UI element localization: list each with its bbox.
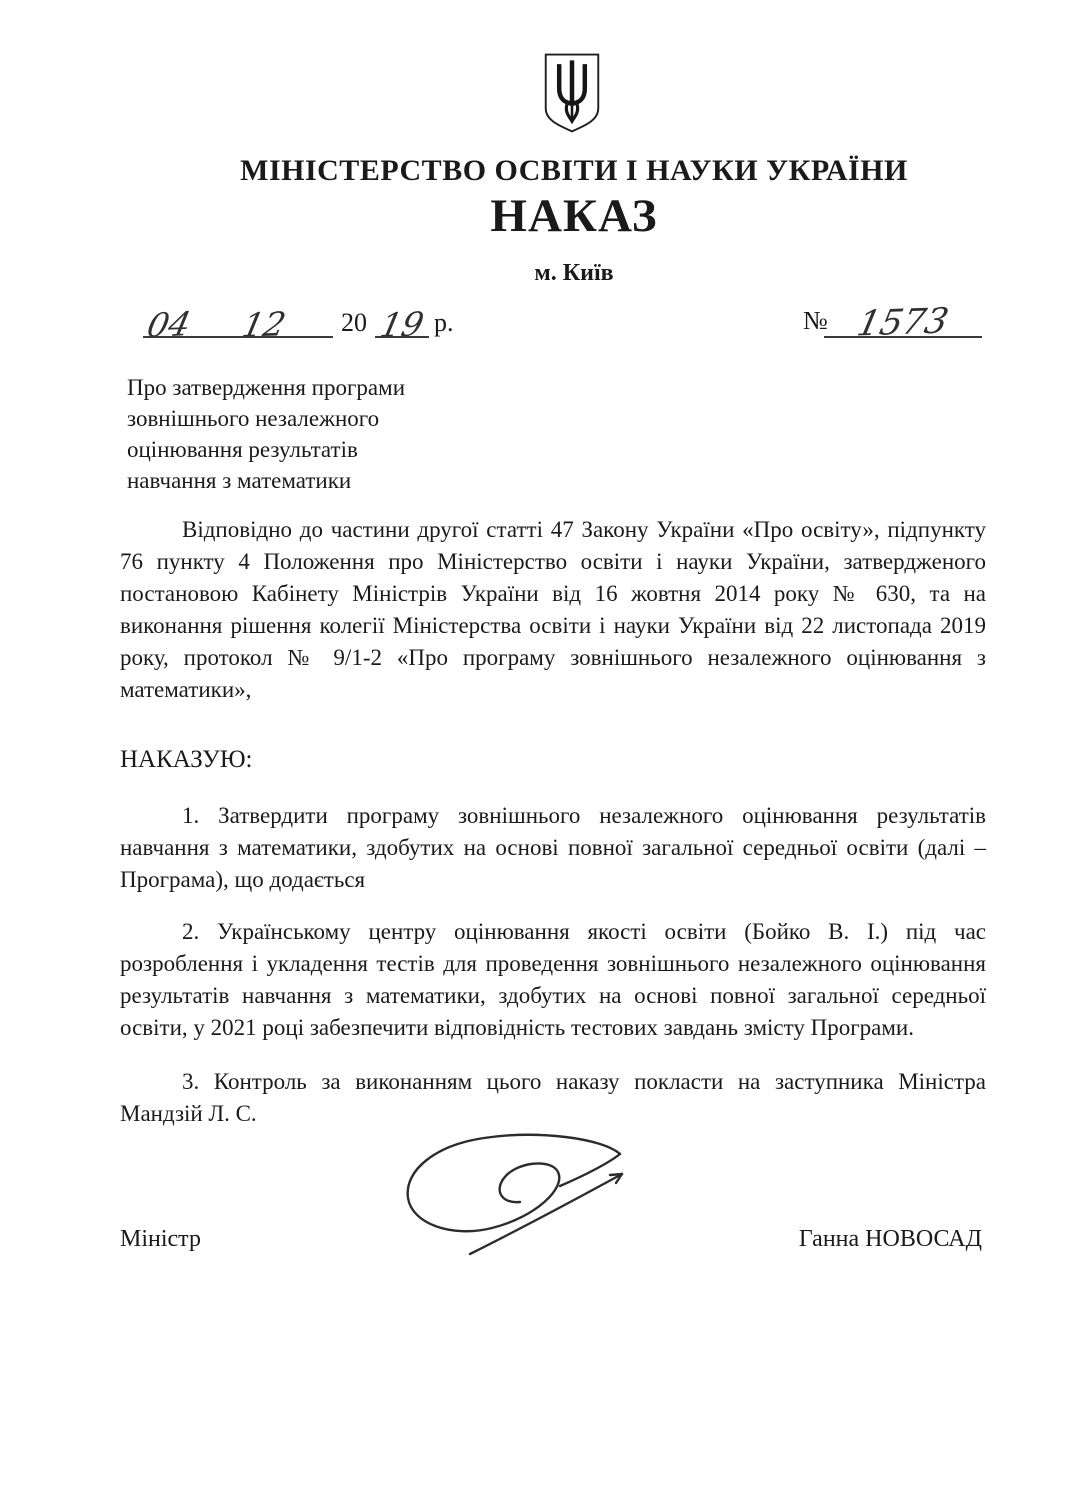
handwritten-year: 19 <box>376 304 428 345</box>
ministry-title: МІНІСТЕРСТВО ОСВІТИ І НАУКИ УКРАЇНИ <box>240 154 908 187</box>
subject-line: оцінювання результатів <box>127 437 358 462</box>
city-line: м. Київ <box>534 260 614 286</box>
year-prefix: 20 <box>341 308 367 337</box>
order-number-blank <box>824 300 982 345</box>
subject-line: Про затвердження програми <box>127 375 405 400</box>
order-number-line <box>803 300 982 345</box>
order-item-3: 3. Контроль за виконанням цього наказу покласти на заступника Міністра Мандзій Л. С. <box>120 1069 986 1126</box>
date-year-blank <box>375 300 429 345</box>
document-type-title: НАКАЗ <box>490 190 658 242</box>
subject-line: навчання з математики <box>127 468 352 493</box>
subject-line: зовнішнього незалежного <box>127 406 380 431</box>
preamble-paragraph: Відповідно до частини другої статті 47 Закону України «Про освіту», підпункту 76 пункту 4 Положення про Міністерство освіти і науки України, затвердженого постановою Кабінету Міністрів України від 16 жовтня 2014 року № 630, та на виконання рішення колегії Міністерства освіти і науки України від 22 листопада 2019 року, протокол № 9/1-2 «Про програму зовнішнього незалежного оцінювання з математики», <box>120 517 986 702</box>
date-day-blank <box>143 300 195 345</box>
signer-name: Ганна НОВОСАД <box>798 1226 982 1252</box>
date-suffix: р. <box>434 308 454 337</box>
signing-row <box>120 1226 982 1253</box>
signer-title: Міністр <box>120 1226 201 1252</box>
number-label: № <box>803 306 828 335</box>
subject-block <box>127 372 405 496</box>
handwritten-order-number: 1573 <box>853 301 953 345</box>
date-line <box>143 300 454 345</box>
handwritten-month: 12 <box>238 304 290 345</box>
order-item-2: 2. Українському центру оцінювання якості освіти (Бойко В. І.) під час розроблення і укладення тестів для проведення зовнішнього незалежного оцінювання результатів навчання з математики, здобутих на основі повної загальної середньої освіти, у 2021 році забезпечити відповідність тестових завдань змісту Програми. <box>120 919 986 1040</box>
document-body <box>120 514 986 1130</box>
date-month-blank <box>195 300 333 345</box>
order-word: НАКАЗУЮ: <box>120 746 253 773</box>
order-item-1: 1. Затвердити програму зовнішнього незалежного оцінювання результатів навчання з математики, здобутих на основі повної загальної середньої освіти (далі – Програма), що додається <box>120 803 986 892</box>
ukraine-trident-emblem-icon <box>541 52 603 139</box>
handwritten-day: 04 <box>143 304 195 345</box>
